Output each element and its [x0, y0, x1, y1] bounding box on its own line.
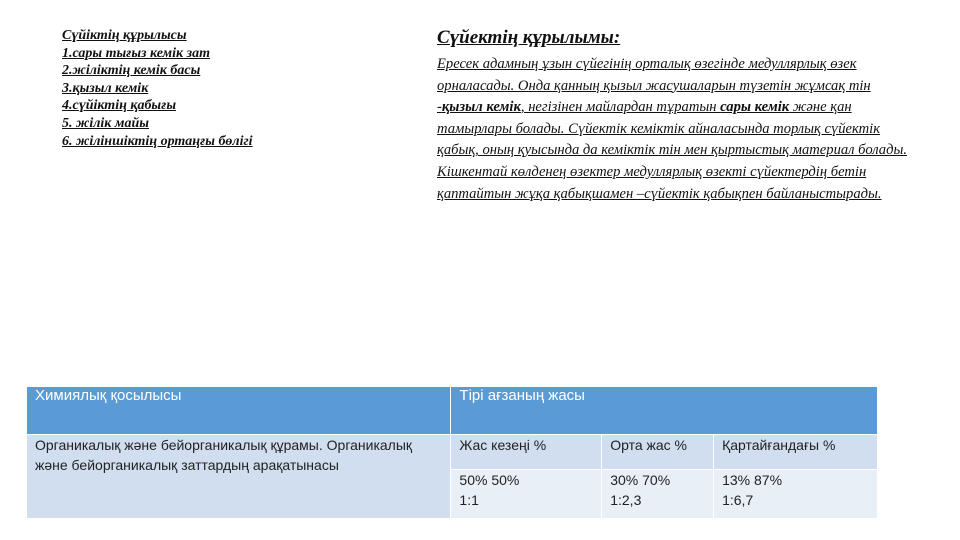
- value-cell-old: [714, 470, 878, 519]
- table-row: [27, 435, 878, 470]
- age-column-middle: Орта жас %: [602, 435, 714, 470]
- percent-young: 50% 50%: [459, 472, 520, 488]
- description-text-2: , негізінен майлардан тұратын: [520, 99, 721, 116]
- percent-middle: 30% 70%: [610, 472, 671, 488]
- table-header-row: [27, 387, 878, 435]
- description-bold-yellow-marrow: сары кемік: [720, 99, 790, 116]
- description-title: Сүйектің құрылымы:: [437, 27, 621, 48]
- list-item-5: 5. жілік майы: [62, 115, 149, 131]
- bone-structure-description: [437, 27, 917, 205]
- chemical-composition-table: [26, 386, 878, 519]
- description-text-3: және қан тамырлары болады. Сүйектік кеміктік айналасында торлық сүйектік қабық, оның қуысында да кеміктік тін мен қыртыстық материал болады. Кішкентай көлденең өзектер медуллярлық өзекті сүйектердің бетін қаптайтын жұқа қабықшамен –сүйектік қабықпен байланыстырады.: [437, 99, 908, 202]
- age-column-old: Қартайғандағы %: [714, 435, 878, 470]
- description-text-1: Ересек адамның ұзын сүйегінің орталық өзегінде медуллярлық өзек орналасады. Онда қанның қызыл жасушаларын түзетін жұмсақ тін -: [437, 56, 871, 116]
- composition-description-cell: Органикалық және бейорганикалық құрамы. Органикалық және бейорганикалық заттардың арақатынасы: [27, 435, 451, 519]
- list-item-1: 1.сары тығыз кемік зат: [62, 45, 210, 61]
- ratio-old: 1:6,7: [722, 492, 754, 508]
- value-cell-middle: [602, 470, 714, 519]
- description-body: [437, 54, 917, 205]
- percent-old: 13% 87%: [722, 472, 783, 488]
- list-item-3: 3.қызыл кемік: [62, 80, 149, 96]
- list-title: Сүйіктің құрылысы: [62, 28, 187, 43]
- age-column-young: Жас кезеңі %: [451, 435, 602, 470]
- ratio-young: 1:1: [459, 492, 479, 508]
- list-item-6: 6. жіліншіктің ортаңғы бөлігі: [62, 133, 253, 149]
- ratio-middle: 1:2,3: [610, 492, 642, 508]
- description-bold-red-marrow: қызыл кемік: [441, 99, 521, 116]
- list-item-4: 4.сүйіктің қабығы: [62, 98, 177, 114]
- bone-structure-list: [62, 27, 362, 150]
- header-organism-age: Тірі ағзаның жасы: [451, 387, 878, 435]
- value-cell-young: [451, 470, 602, 519]
- header-chemical-composition: Химиялық қосылысы: [27, 387, 451, 435]
- list-item-2: 2.жіліктің кемік басы: [62, 63, 201, 79]
